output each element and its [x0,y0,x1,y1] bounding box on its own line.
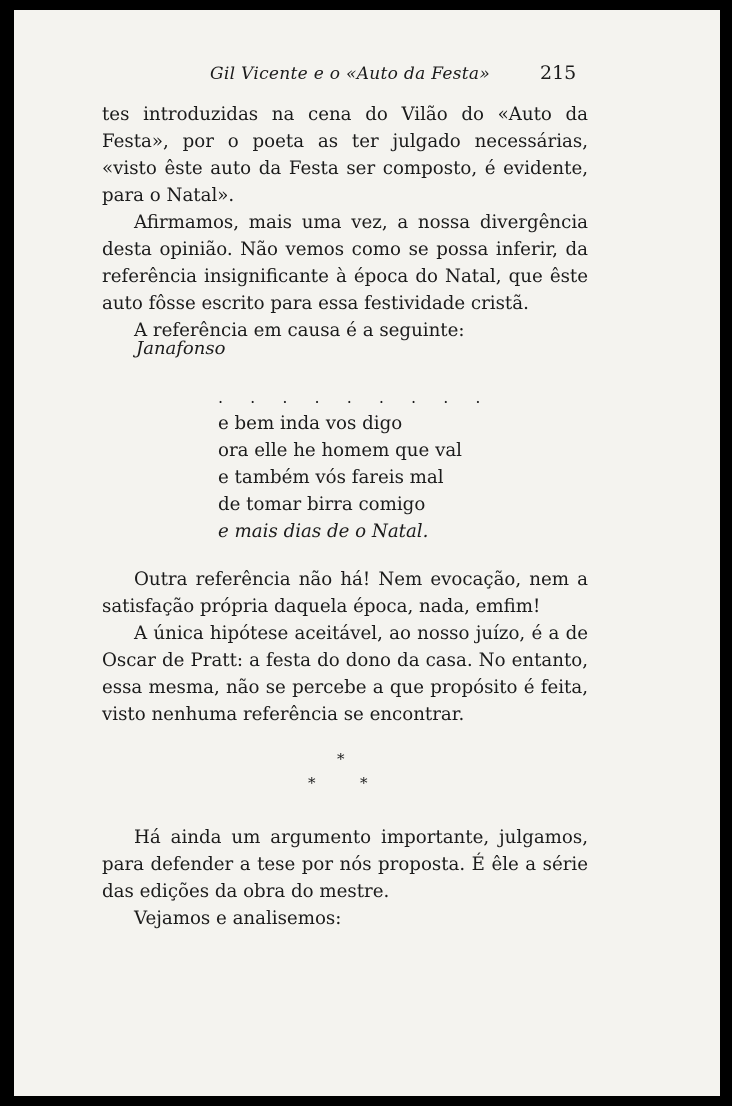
page-number: 215 [540,62,577,84]
section-break-asterisk: * [308,774,316,792]
section-break-asterisk: * [360,774,368,792]
running-head: Gil Vicente e o «Auto da Festa» [210,64,491,84]
text-block-middle [102,566,588,728]
quote-speaker: Janafonso [136,338,226,359]
verse-line: de tomar birra comigo [218,494,426,515]
verse-ellipsis: . . . . . . . . . [218,388,492,407]
text-block-top [102,101,588,344]
verse-quote [218,388,491,545]
verse-line: e mais dias de o Natal. [218,521,429,542]
paragraph-hypothesis: A única hipótese aceitável, ao nosso juízo, é a de Oscar de Pratt: a festa do dono da casa. No entanto, essa mesma, não se percebe a que propósito é feita, visto nenhuma referência se encontrar. [102,623,588,725]
paragraph-reference-intro: A referência em causa é a seguinte: [134,320,465,341]
verse-line: e bem inda vos digo [218,413,403,434]
paragraph-argument: Há ainda um argumento importante, julgamos, para defender a tese por nós proposta. É êle a série das edições da obra do mestre. [102,827,588,902]
section-break-asterisk: * [337,750,345,768]
text-block-bottom [102,824,588,932]
paragraph-divergence: Afirmamos, mais uma vez, a nossa divergência desta opinião. Não vemos como se possa inferir, da referência insignificante à época do Natal, que êste auto fôsse escrito para essa festividade cristã. [102,212,588,314]
book-page [14,10,720,1096]
verse-line: ora elle he homem que val [218,440,463,461]
paragraph-no-other-reference: Outra referência não há! Nem evocação, nem a satisfação própria daquela época, nada, emfim! [102,569,588,617]
paragraph-continuation: tes introduzidas na cena do Vilão do «Auto da Festa», por o poeta as ter julgado necessárias, «visto êste auto da Festa ser composto, é evidente, para o Natal». [102,104,588,206]
paragraph-analysis: Vejamos e analisemos: [134,908,342,929]
verse-line: e também vós fareis mal [218,467,444,488]
